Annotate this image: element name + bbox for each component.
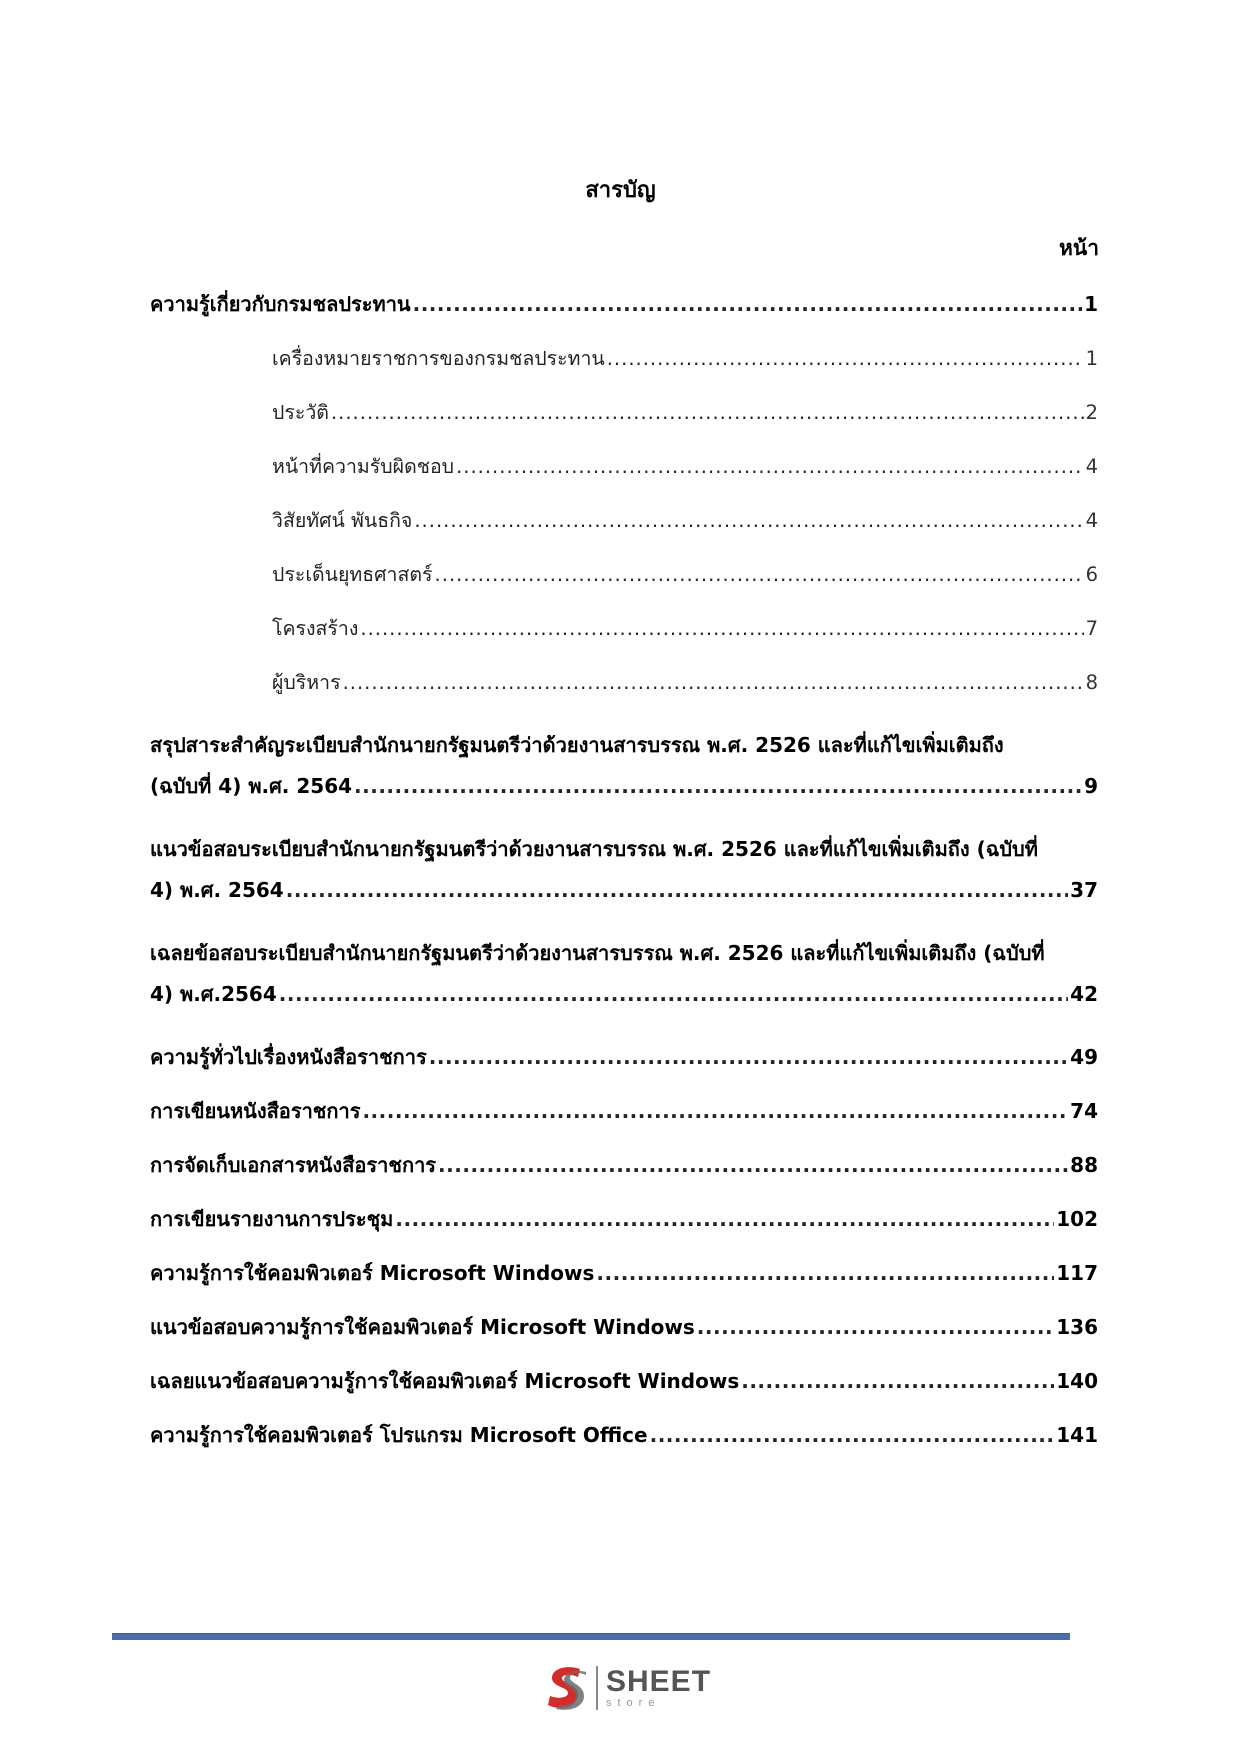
toc-entry[interactable] <box>150 446 1098 487</box>
toc-entry-page-number: 8 <box>1085 671 1098 694</box>
toc-entry-page-number: 7 <box>1085 617 1098 640</box>
toc-entry[interactable] <box>150 829 1098 911</box>
toc-entry-title: 4) พ.ศ.2564 <box>150 982 277 1006</box>
toc-entry[interactable] <box>150 1091 1098 1132</box>
toc-dot-leader <box>360 608 1083 649</box>
toc-entry[interactable] <box>150 1415 1098 1456</box>
toc-entry-title: การเขียนรายงานการประชุม <box>150 1207 394 1231</box>
toc-entry-page-number: 6 <box>1085 563 1098 586</box>
toc-dot-leader <box>395 1199 1054 1240</box>
toc-dot-leader <box>343 662 1084 703</box>
toc-dot-leader <box>413 284 1082 325</box>
toc-entry[interactable] <box>150 1253 1098 1294</box>
toc-dot-leader <box>435 554 1084 595</box>
logo-separator <box>596 1666 598 1710</box>
toc-entry-page-number: 102 <box>1056 1207 1098 1231</box>
footer-rule <box>112 1633 1070 1640</box>
toc-entry[interactable] <box>150 1361 1098 1402</box>
toc-entry[interactable] <box>150 662 1098 703</box>
toc-entry[interactable] <box>150 284 1098 325</box>
toc-dot-leader <box>286 870 1068 911</box>
toc-entry[interactable] <box>150 1037 1098 1078</box>
toc-dot-leader <box>607 338 1084 379</box>
toc-entry-page-number: 88 <box>1070 1153 1098 1177</box>
toc-entry-title: หน้าที่ความรับผิดชอบ <box>272 455 455 478</box>
toc-dot-leader <box>354 766 1082 807</box>
toc-entry-title: การจัดเก็บเอกสารหนังสือราชการ <box>150 1153 437 1177</box>
sheet-store-logo <box>544 1660 711 1716</box>
toc-dot-leader <box>429 1037 1068 1078</box>
toc-entry-page-number: 42 <box>1070 982 1098 1006</box>
toc-entry[interactable] <box>150 725 1098 807</box>
toc-dot-leader <box>697 1307 1054 1348</box>
toc-entry[interactable] <box>150 1199 1098 1240</box>
toc-entry-page-number: 49 <box>1070 1045 1098 1069</box>
toc-entry-page-number: 136 <box>1056 1315 1098 1339</box>
toc-entry-title: โครงสร้าง <box>272 617 359 640</box>
toc-dot-leader <box>414 500 1083 541</box>
toc-entry-page-number: 2 <box>1085 401 1098 424</box>
toc-entry-title: ความรู้ทั่วไปเรื่องหนังสือราชการ <box>150 1045 427 1069</box>
toc-dot-leader <box>596 1253 1054 1294</box>
toc-entry-title: การเขียนหนังสือราชการ <box>150 1099 361 1123</box>
toc-entry-page-number: 9 <box>1084 774 1098 798</box>
toc-entry[interactable] <box>150 1307 1098 1348</box>
toc-entry[interactable] <box>150 1145 1098 1186</box>
toc-entry-title: 4) พ.ศ. 2564 <box>150 878 284 902</box>
toc-entry-title: ความรู้การใช้คอมพิวเตอร์ โปรแกรม Microsoft Office <box>150 1423 648 1447</box>
logo-subtext: store <box>606 1697 661 1709</box>
toc-entry[interactable] <box>150 500 1098 541</box>
toc-entry-page-number: 4 <box>1085 509 1098 532</box>
toc-entry-title: ประเด็นยุทธศาสตร์ <box>272 563 433 586</box>
logo-text: SHEET <box>606 1665 712 1698</box>
toc-entry-page-number: 1 <box>1084 292 1098 316</box>
toc-entry-page-number: 140 <box>1056 1369 1098 1393</box>
toc-entry-title: ความรู้การใช้คอมพิวเตอร์ Microsoft Windows <box>150 1261 595 1285</box>
toc-dot-leader <box>362 1091 1068 1132</box>
toc-entry[interactable] <box>150 554 1098 595</box>
toc-entry-title: แนวข้อสอบความรู้การใช้คอมพิวเตอร์ Microsoft Windows <box>150 1315 695 1339</box>
toc-entry-title: เครื่องหมายราชการของกรมชลประทาน <box>272 347 605 370</box>
toc-dot-leader <box>650 1415 1055 1456</box>
toc-entry-title-line: แนวข้อสอบระเบียบสำนักนายกรัฐมนตรีว่าด้วยงานสารบรรณ พ.ศ. 2526 และที่แก้ไขเพิ่มเติมถึง (ฉบับที่ <box>150 837 1038 861</box>
toc-entry-title-line: สรุปสาระสำคัญระเบียบสำนักนายกรัฐมนตรีว่าด้วยงานสารบรรณ พ.ศ. 2526 และที่แก้ไขเพิ่มเติมถึง <box>150 733 1004 757</box>
toc-entry-title: เฉลยแนวข้อสอบความรู้การใช้คอมพิวเตอร์ Microsoft Windows <box>150 1369 740 1393</box>
toc-entry-page-number: 141 <box>1056 1423 1098 1447</box>
toc-entry-title: ประวัติ <box>272 401 329 424</box>
toc-entry-page-number: 4 <box>1085 455 1098 478</box>
toc-entry[interactable] <box>150 338 1098 379</box>
sheet-store-s-icon <box>544 1663 590 1713</box>
toc-entry[interactable] <box>150 608 1098 649</box>
toc-entry-title: วิสัยทัศน์ พันธกิจ <box>272 509 413 532</box>
toc-dot-leader <box>438 1145 1068 1186</box>
toc-entry-page-number: 74 <box>1070 1099 1098 1123</box>
toc-entry-page-number: 1 <box>1085 347 1098 370</box>
toc-entry-title: ผู้บริหาร <box>272 671 341 694</box>
toc-dot-leader <box>456 446 1084 487</box>
toc-dot-leader <box>741 1361 1054 1402</box>
toc-entry[interactable] <box>150 392 1098 433</box>
toc-entry-title: ความรู้เกี่ยวกับกรมชลประทาน <box>150 292 411 316</box>
toc-dot-leader <box>331 392 1084 433</box>
page-title: สารบัญ <box>585 178 656 203</box>
toc-entry-page-number: 37 <box>1070 878 1098 902</box>
toc-entry-title-line: เฉลยข้อสอบระเบียบสำนักนายกรัฐมนตรีว่าด้วยงานสารบรรณ พ.ศ. 2526 และที่แก้ไขเพิ่มเติมถึง (ฉบับที่ <box>150 941 1045 965</box>
toc-dot-leader <box>279 974 1068 1015</box>
toc-entry-page-number: 117 <box>1056 1261 1098 1285</box>
page-column-header: หน้า <box>1059 236 1099 260</box>
table-of-contents <box>150 284 1098 1456</box>
toc-entry-title: (ฉบับที่ 4) พ.ศ. 2564 <box>150 774 353 798</box>
toc-entry[interactable] <box>150 933 1098 1015</box>
